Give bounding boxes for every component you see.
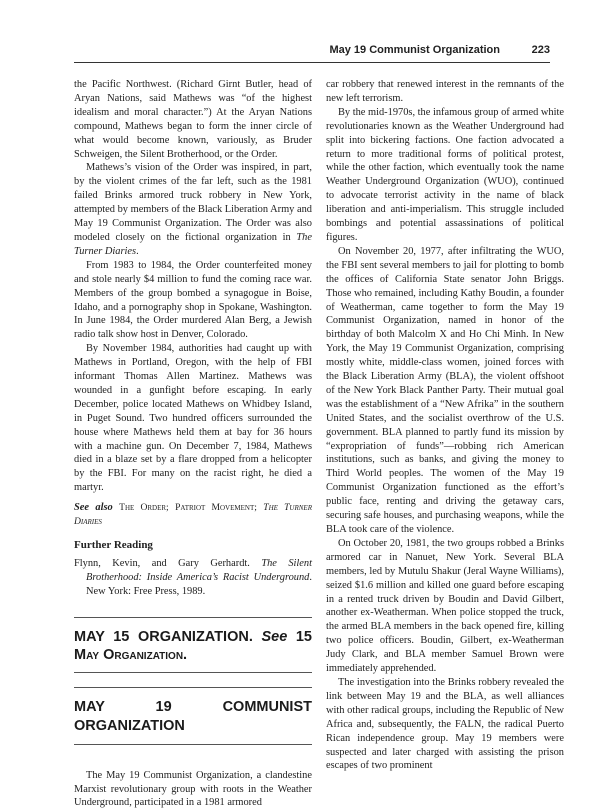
biblio-publisher: . New York: Free Press, 1989.	[86, 571, 312, 597]
paragraph: On November 20, 1977, after infiltrating the WUO, the FBI sent several members to jail for plotting to bomb the offices of California State senator John Briggs. Those who remained, including Kathy Boudin, a founder of Weatherman, came together to form the May 19 Communist Organization, named in honor of the birthday of both Malcolm X and Ho Chi Minh. In New York, the May 19 Communist Organization, comprising mostly white, middle-class women, joined forces with the Black Liberation Army (BLA), the violent offshoot of the New York Black Panther Party. Their mutual goal was the establishment of a “New Afrika” in the southern United States, and the socialist overthrow of the U.S. government. BLA planned to partly fund its mission by “expropriation of funds”—robbing rich American institutions, such as banks, and giving the money to Third World peoples. The women of the May 19 Communist Organization functioned as the effort’s public face, renting and driving the getaway cars, securing safe houses, and purchasing weapons, while the BLA took care of the violence.	[326, 245, 564, 535]
cross-reference-link[interactable]: The Turner Diaries	[74, 502, 312, 528]
biblio-authors: Flynn, Kevin, and Gary Gerhardt.	[74, 557, 262, 569]
paragraph: By November 1984, authorities had caught up with Mathews in Portland, Oregon, with the help of FBI informant Thomas Allen Martinez. Mathews was wounded in a gunfight before escaping. In early December, police located Mathews on Whidbey Island, in Puget Sound. Two hundred officers surrounded the house where Mathews held them at bay for 36 hours with a machine gun. On December 7, 1984, Mathews died in a blaze set by a flare dropped from a helicopter by the FBI. For many on the racist right, he died a martyr.	[74, 343, 312, 494]
see-label: See	[261, 628, 288, 645]
entry-title: MAY 15 ORGANIZATION.	[74, 628, 253, 645]
paragraph: car robbery that renewed interest in the remnants of the new left terrorism.	[326, 79, 564, 104]
entry-heading-may-19: MAY 19 COMMUNIST ORGANIZATION	[74, 687, 312, 745]
see-also	[74, 501, 312, 529]
book-title: The Turner Diaries	[74, 231, 312, 257]
entry-heading-may-15	[74, 617, 312, 673]
paragraph: The investigation into the Brinks robbery revealed the link between May 19 and the BLA, as well alliances with other radical groups, including the Republic of New Africa and, subsequently, the FALN, the radical Puerto Rican independence group. May 19 members were suspected and later charged with assisting the prison escapes of two prominent	[326, 676, 564, 772]
paragraph: On October 20, 1981, the two groups robbed a Brinks armored car in Nanuet, New York. Several BLA members, led by Mutulu Shakur (Jeral Wayne Williams), seized $1.6 million and killed one guard before escaping in a rented truck driven by Boudin and David Gilbert, another ex-Weatherman. When police stopped the truck, the armed BLA members in the back opened fire, killing two police officers. Boudin, Gilbert, ex-Weatherman Judy Clark, and BLA member Samuel Brown were immediately apprehended.	[326, 537, 564, 675]
paragraph: the Pacific Northwest. (Richard Girnt Butler, head of Aryan Nations, said Mathews was “of the highest idealism and moral character.”) At the Aryan Nations compound, Mathews began to form the inner circle of what would become known, variously, as Bruder Schweigen, the Silent Brotherhood, or the Order.	[74, 79, 312, 160]
paragraph: By the mid-1970s, the infamous group of armed white revolutionaries known as the Weather Underground had split into bickering factions. One faction advocated a return to more traditional forms of political protest, while the other faction, which eventually took the name Weather Underground Organization (WUO), continued to advocate terrorist activity in the name of black liberation and anti-imperialism. This struggle included bombings and potential assassinations of political figures.	[326, 106, 564, 243]
running-header	[74, 44, 550, 63]
biblio-title: The Silent Brotherhood: Inside America’s Racist Underground	[86, 557, 312, 583]
text-run: Mathews’s vision of the Order was inspired, in part, by the violent crimes of the far left, such as the 1981 failed Brinks armored truck robbery in New York, attempted by members of the Black Liberation Army and May 19 Communist Organization. The Order was also modeled closely on the fictional organization in	[74, 162, 312, 243]
text-run: .	[136, 245, 139, 257]
cross-reference-link[interactable]: 15 May Organization.	[74, 628, 312, 663]
paragraph: From 1983 to 1984, the Order counterfeited money and stole nearly $4 million to fund the coming race war. Members of the group bombed a synagogue in Boise, Idaho, and a pornography shop in Spokane, Washington. In June 1984, the Order murdered Alan Berg, a Jewish radio talk show host in Denver, Colorado.	[74, 259, 312, 341]
paragraph	[74, 161, 312, 258]
left-column	[74, 78, 312, 810]
cross-reference-link[interactable]: Patriot Movement;	[175, 502, 257, 514]
see-also-label: See also	[74, 502, 113, 514]
running-title: May 19 Communist Organization	[329, 44, 500, 56]
bibliography-entry	[74, 557, 312, 599]
cross-reference-link[interactable]: The Order;	[119, 502, 169, 514]
page-number: 223	[531, 44, 550, 56]
right-column	[326, 78, 564, 773]
paragraph: The May 19 Communist Organization, a clandestine Marxist revolutionary group with roots in the Weather Underground, participated in a 1981 armored	[74, 769, 312, 809]
further-reading-heading: Further Reading	[74, 539, 153, 551]
